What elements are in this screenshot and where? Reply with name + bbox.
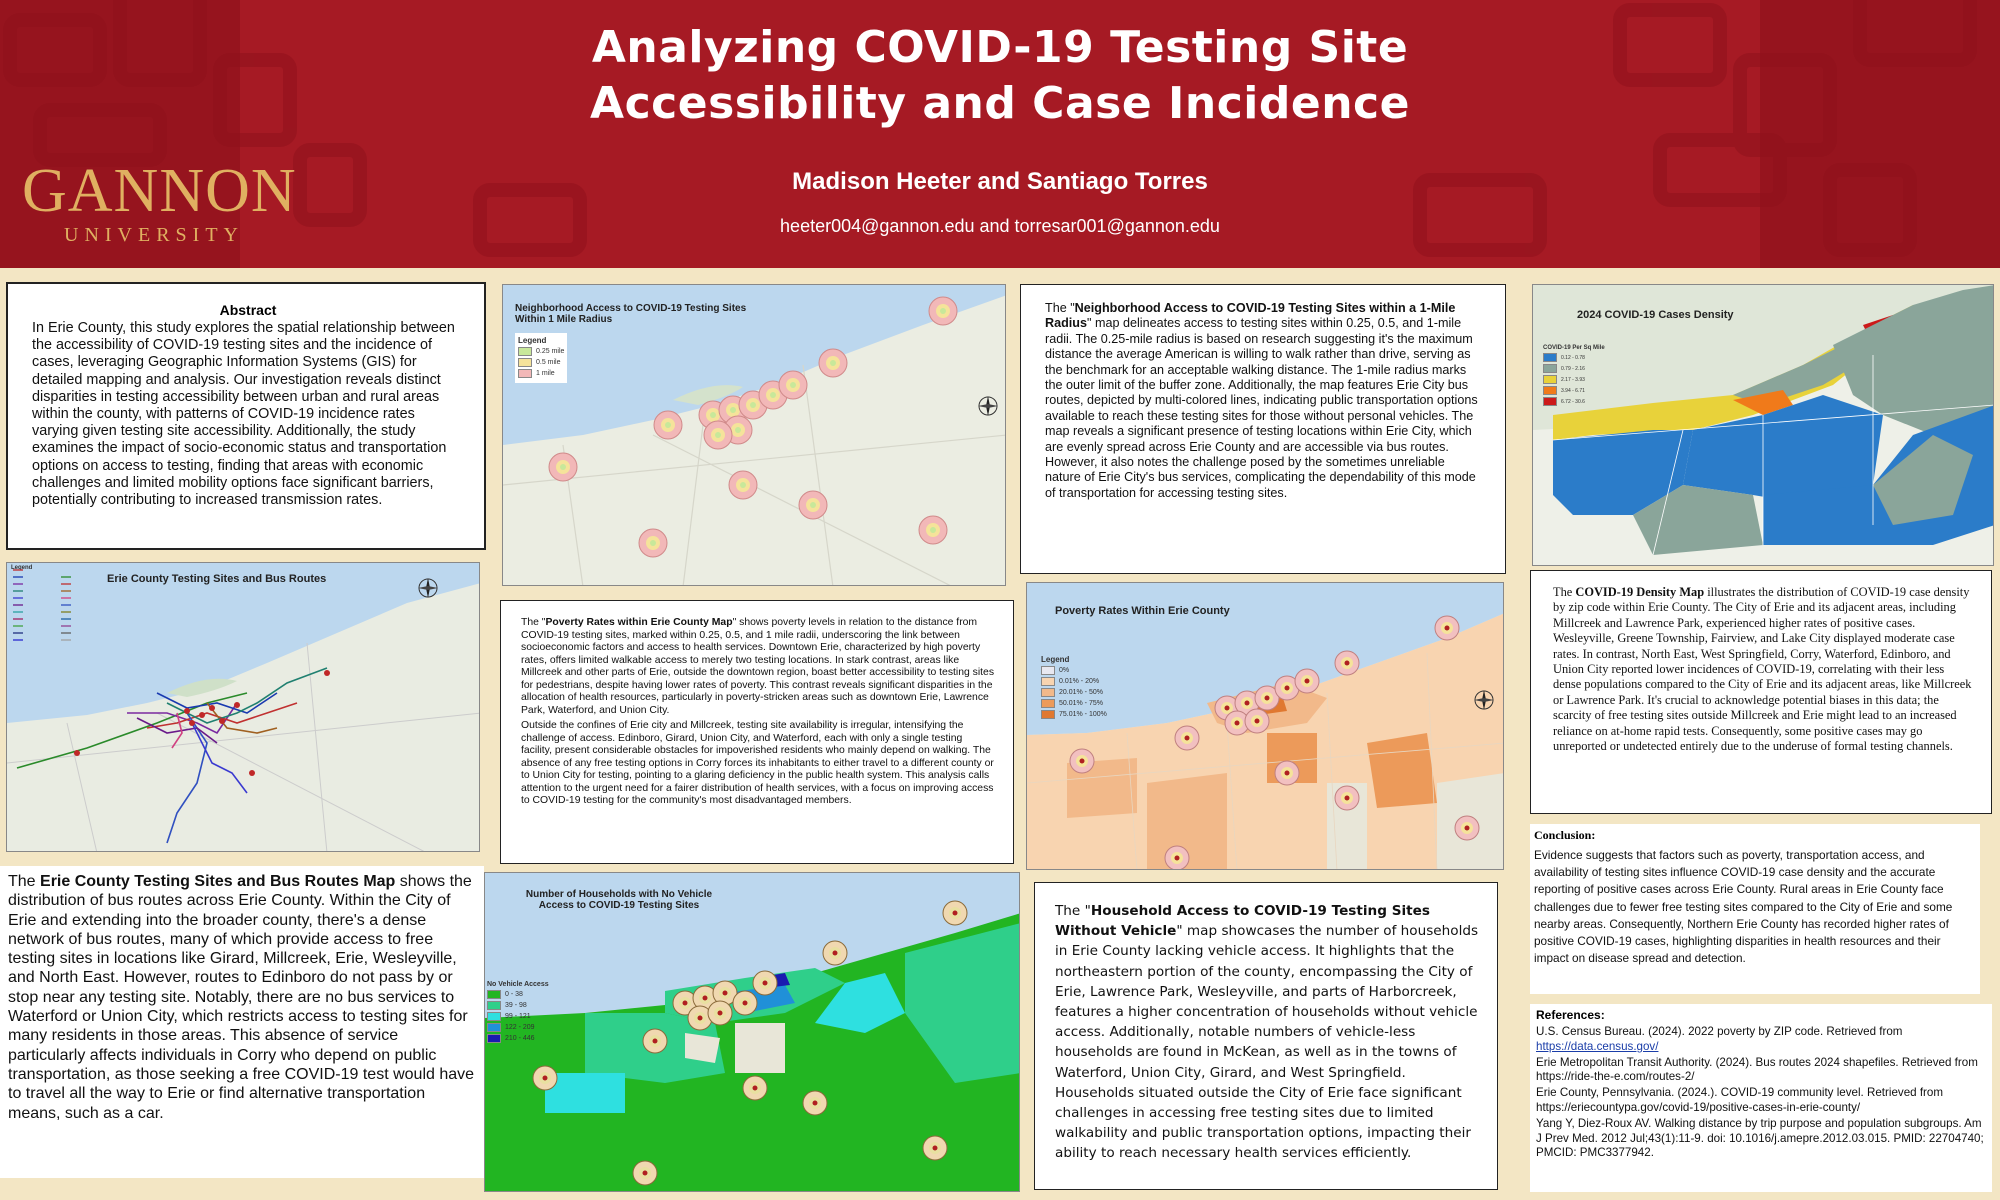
author-emails: heeter004@gannon.edu and torresar001@gannon.edu [780,216,1220,236]
covid-density-map-graphic [1533,285,1994,566]
poverty-legend-title: Legend [1041,655,1070,664]
density-map-legend [1543,345,1605,408]
poverty-legend-row [1041,710,1107,719]
density-legend-label-2: 2.17 - 3.93 [1561,376,1585,383]
neighborhood-map-graphic [503,285,1006,586]
poster-title [380,20,1620,132]
abstract-panel [6,282,486,550]
bus-map-legend [11,565,111,571]
density-legend-label-3: 3.94 - 6.71 [1561,387,1585,394]
neighborhood-text-bold: Neighborhood Access to COVID-19 Testing Sites within a 1-Mile Radius [1045,301,1456,331]
references-panel [1530,1004,1992,1192]
poverty-legend-label-3: 50.01% - 75% [1059,700,1103,707]
no-vehicle-map-graphic [485,873,1020,1192]
legend-swatch [518,347,532,356]
no-vehicle-legend-label-4: 210 - 446 [505,1035,535,1042]
poverty-legend-row [1041,688,1107,697]
no-vehicle-legend-label-3: 122 - 209 [505,1024,535,1031]
conclusion-panel [1530,824,1980,994]
no-vehicle-legend-label-1: 39 - 98 [505,1002,527,1009]
reference-item: Erie County, Pennsylvania. (2024.). COVID-19 community level. Retrieved from https://eriecountypa.gov/covid-19/positive-cases-in-erie-county/ [1536,1086,1944,1114]
legend-swatch [1041,677,1055,686]
density-legend-row [1543,353,1605,362]
covid-density-map [1532,284,1994,566]
bus-map-title: Erie County Testing Sites and Bus Routes [107,573,327,585]
legend-swatch [487,1034,501,1043]
no-vehicle-legend-row [487,990,549,999]
poverty-map [1026,582,1504,870]
no-vehicle-map-legend [487,981,549,1045]
poverty-map-graphic [1027,583,1504,870]
density-legend-label-0: 0.12 - 0.78 [1561,354,1585,361]
no-vehicle-legend-row [487,1012,549,1021]
abstract-heading: Abstract [219,302,277,318]
bus-text-lead: The [8,873,41,890]
poverty-text-para1 [521,617,995,717]
neighborhood-text [1045,301,1481,501]
bus-routes-text [8,872,476,1123]
vehicle-text-bold: Household Access to COVID-19 Testing Sites Without Vehicle [1055,903,1430,940]
no-vehicle-legend-label-2: 99 - 121 [505,1013,531,1020]
abstract-text: In Erie County, this study explores the spatial relationship between the accessibility of COVID-19 testing sites and the incidence of cases, leveraging Geographic Information Systems (GIS) for detailed mapping and analysis. Our investigation reveals distinct disparities in testing accessibility between urban and rural areas within the county, with patterns of COVID-19 incidence rates varying given testing site accessibility. Additionally, the study examines the impact of socio-economic status and transportation options on access to testing, finding that areas with economic challenges and limited mobility options face significant barriers, potentially contributing to increased transmission rates. [32,320,455,509]
poster-header [0,0,2000,268]
bus-routes-map [6,562,480,852]
legend-swatch [1543,386,1557,395]
poster-title-line2: Accessibility and Case Incidence [590,78,1410,129]
poverty-text-lead: The " [521,617,546,628]
legend-swatch [487,1001,501,1010]
density-legend-row [1543,364,1605,373]
vehicle-text-rest: " map showcases the number of households in Erie County lacking vehicle access. It highlights that the northeastern portion of the county, encompassing the City of Erie, Lawrence Park, Wesleyville, and parts of Harborcreek, features a higher concentration of households without vehicle access. Additionally, notable numbers of vehicle-less households are found in McKean, as well as in the towns of Waterford, Union City, Girard, and West Springfield. Households situated outside the City of Erie face significant challenges in accessing free testing sites due to limited walkability and public transportation options, impacting their ability to reach necessary health services efficiently. [1055,923,1479,1162]
density-legend-row [1543,386,1605,395]
no-vehicle-legend-row [487,1001,549,1010]
references-list [1536,1025,1986,1161]
gannon-logo: GANNON [22,157,297,225]
legend-swatch [518,358,532,367]
density-text-bold: COVID-19 Density Map [1575,585,1705,599]
neighborhood-text-lead: The " [1045,301,1075,315]
legend-swatch [518,369,532,378]
vehicle-text [1055,901,1483,1164]
poverty-legend-row [1041,666,1107,675]
legend-swatch [1041,666,1055,675]
poverty-legend-label-0: 0% [1059,667,1070,674]
authors: Madison Heeter and Santiago Torres [792,168,1208,195]
neighborhood-legend-label-2: 1 mile [536,370,555,377]
poverty-text-bold: Poverty Rates within Erie County Map [545,617,733,628]
gannon-logo-subtitle: UNIVERSITY [64,224,244,246]
vehicle-text-lead: The " [1055,903,1091,919]
no-vehicle-map-title [499,889,739,911]
poverty-text-rest: " shows poverty levels in relation to the distance from COVID-19 testing sites, marked within 0.25, 0.5, and 1 mile radii, underscoring the link between socioeconomic factors and access to health services. Downtown Erie, characterized by high poverty rates, offers limited walkable access to merely two testing locations. In stark contrast, areas like Millcreek and other parts of Erie, outside the downtown region, boast better accessibility to testing sites for pedestrians, despite having lower rates of poverty. This contrast reveals significant disparities in the allocation of health resources, particularly in poverty-stricken areas such as downtown Erie, Lawrence Park, Waterford, and Union City. [521,617,995,716]
neighborhood-legend-label-1: 0.5 mile [536,359,561,366]
neighborhood-access-map [502,284,1006,586]
no-vehicle-map [484,872,1020,1192]
density-legend-label-1: 0.79 - 2.16 [1561,365,1585,372]
neighborhood-text-rest: " map delineates access to testing sites within 0.25, 0.5, and 1-mile radii. The 0.25-mile radius is based on research suggesting it's the maximum distance the average American is willing to walk rather than drive, serving as the benchmark for an acceptable walking distance. The 1-mile radius marks the outer limit of the buffer zone. Additionally, the map features Erie City bus routes, depicted by multi-colored lines, indicating public transportation options available to reach these testing sites for those without personal vehicles. The map reveals a significant presence of testing locations within Erie City, which are evenly spread across Erie County and are accessible via bus routes. However, it also notes the challenge posed by the sometimes unreliable nature of Erie City's bus services, complicating the dependability of this mode of transportation for accessing testing sites. [1045,316,1478,500]
north-arrow-icon [977,395,999,417]
poverty-legend-label-1: 0.01% - 20% [1059,678,1100,685]
density-legend-row [1543,375,1605,384]
north-arrow-icon [1473,689,1495,711]
density-legend-label-4: 6.72 - 30.6 [1561,398,1585,405]
no-vehicle-map-title-line1: Number of Households with No Vehicle [525,889,713,900]
poverty-text-para2: Outside the confines of Erie city and Millcreek, testing site availability is irregular, intensifying the challenge of access. Edinboro, Girard, Union City, and Waterford, each with only a single testing facility, present considerable obstacles for impoverished residents who mainly depend on walking. The absence of any free testing options in Corry forces its inhabitants to either travel to a different county or to Union City for testing, pointing to a glaring deficiency in the public health system. This analysis calls attention to the urgent need for a fairer distribution of health services, with a focus on improving access to COVID-19 testing for the community's most disadvantaged members. [521,720,994,806]
bus-text-bold: Erie County Testing Sites and Bus Routes Map [40,873,396,890]
references-heading: References: [1536,1008,1605,1022]
poverty-legend-row [1041,699,1107,708]
conclusion-text: Evidence suggests that factors such as poverty, transportation access, and availability of testing sites influence COVID-19 case density and the accurate reporting of positive cases across Erie County. Rural areas in Erie County face challenges due to fewer free testing sites compared to the City of Erie and some nearby areas. Consequently, Northern Erie County has recorded higher rates of positive COVID-19 cases, highlighting disparities in health resources and their impact on disease spread and detection. [1534,848,1953,966]
density-map-title: 2024 COVID-19 Cases Density [1577,309,1734,321]
reference-0-text: U.S. Census Bureau. (2024). 2022 poverty by ZIP code. Retrieved from [1536,1025,1903,1038]
reference-0-link[interactable]: https://data.census.gov/ [1536,1039,1659,1053]
legend-swatch [487,990,501,999]
no-vehicle-legend-row [487,1023,549,1032]
poverty-map-legend [1041,655,1107,721]
poster-title-line1: Analyzing COVID-19 Testing Site [591,22,1409,73]
no-vehicle-legend-title: No Vehicle Access [487,981,549,988]
legend-swatch [1041,688,1055,697]
bus-legend-lines [11,565,111,665]
neighborhood-legend-title: Legend [518,336,547,345]
density-text-rest: illustrates the distribution of COVID-19 case density by zip code within Erie County. The City of Erie and its adjacent areas, including Millcreek and Lawrence Park, experienced higher rates of positive cases. Wesleyville, Greene Township, Fairview, and Lake City displayed moderate case rates. In contrast, North East, West Springfield, Corry, Waterford, Edinboro, and Union City reported lower incidences of COVID-19, correlating with their less dense populations compared to the City of Erie and its adjacent areas, like Millcreek or Lawrence Park. It's crucial to acknowledge potential biases in this data; the scarcity of free testing sites outside Millcreek and Erie might lead to an increased reliance on at-home rapid tests. Consequently, some positive cases may go unreported or undetected entirely due to the underuse of formal testing channels. [1553,585,1972,754]
legend-swatch [487,1023,501,1032]
north-arrow-icon [417,577,439,599]
neighborhood-legend-row [518,347,564,356]
legend-swatch [1543,397,1557,406]
vehicle-text-panel [1034,882,1498,1190]
neighborhood-map-legend [515,333,567,383]
reference-item [1536,1025,1986,1055]
legend-swatch [1543,364,1557,373]
no-vehicle-map-title-line2: Access to COVID-19 Testing Sites [538,900,700,911]
no-vehicle-legend-label-0: 0 - 38 [505,991,523,998]
poverty-legend-label-4: 75.01% - 100% [1059,711,1107,718]
density-text [1553,585,1973,754]
density-text-panel [1530,570,1992,814]
legend-swatch [1041,699,1055,708]
legend-swatch [487,1012,501,1021]
bus-routes-text-panel [0,866,484,1178]
neighborhood-legend-row [518,358,564,367]
neighborhood-legend-row [518,369,564,378]
poverty-text-panel [500,600,1014,864]
no-vehicle-legend-row [487,1034,549,1043]
legend-swatch [1543,375,1557,384]
bus-text-rest: shows the distribution of bus routes across Erie County. Within the City of Erie and extending into the broader county, there's a dense network of bus routes, many of which provide access to free testing sites in locations like Girard, Millcreek, Erie, Wesleyville, and North East. However, routes to Edinboro do not pass by or stop near any testing site. Notably, there are no bus services to Waterford or Union City, which restricts access to testing sites for many residents in those areas. This absence of service particularly affects individuals in Corry who depend on public transportation, as those seeking a free COVID-19 test would have to travel all the way to Erie or find alternative transportation means, such as a car. [8,873,475,1122]
legend-swatch [1041,710,1055,719]
reference-item: Yang Y, Diez-Roux AV. Walking distance by trip purpose and population subgroups. Am J Prev Med. 2012 Jul;43(1):11-9. doi: 10.1016/j.amepre.2012.03.015. PMID: 22704740; PMCID: PMC3377942. [1536,1116,1984,1160]
bus-legend-title: Legend [11,565,33,571]
poverty-map-title: Poverty Rates Within Erie County [1055,605,1230,617]
reference-item: Erie Metropolitan Transit Authority. (2024). Bus routes 2024 shapefiles. Retrieved from https://ride-the-e.com/routes-2/ [1536,1055,1978,1084]
poverty-text [521,617,995,808]
legend-swatch [1543,353,1557,362]
neighborhood-legend-label-0: 0.25 mile [536,348,565,355]
conclusion-heading: Conclusion: [1534,828,1596,842]
neighborhood-map-title: Neighborhood Access to COVID-19 Testing Sites Within 1 Mile Radius [515,303,747,325]
density-legend-row [1543,397,1605,406]
poverty-legend-row [1041,677,1107,686]
neighborhood-text-panel [1020,284,1506,574]
density-legend-title: COVID-19 Per Sq Mile [1543,345,1605,351]
poverty-legend-label-2: 20.01% - 50% [1059,689,1103,696]
density-text-lead: The [1553,585,1576,599]
